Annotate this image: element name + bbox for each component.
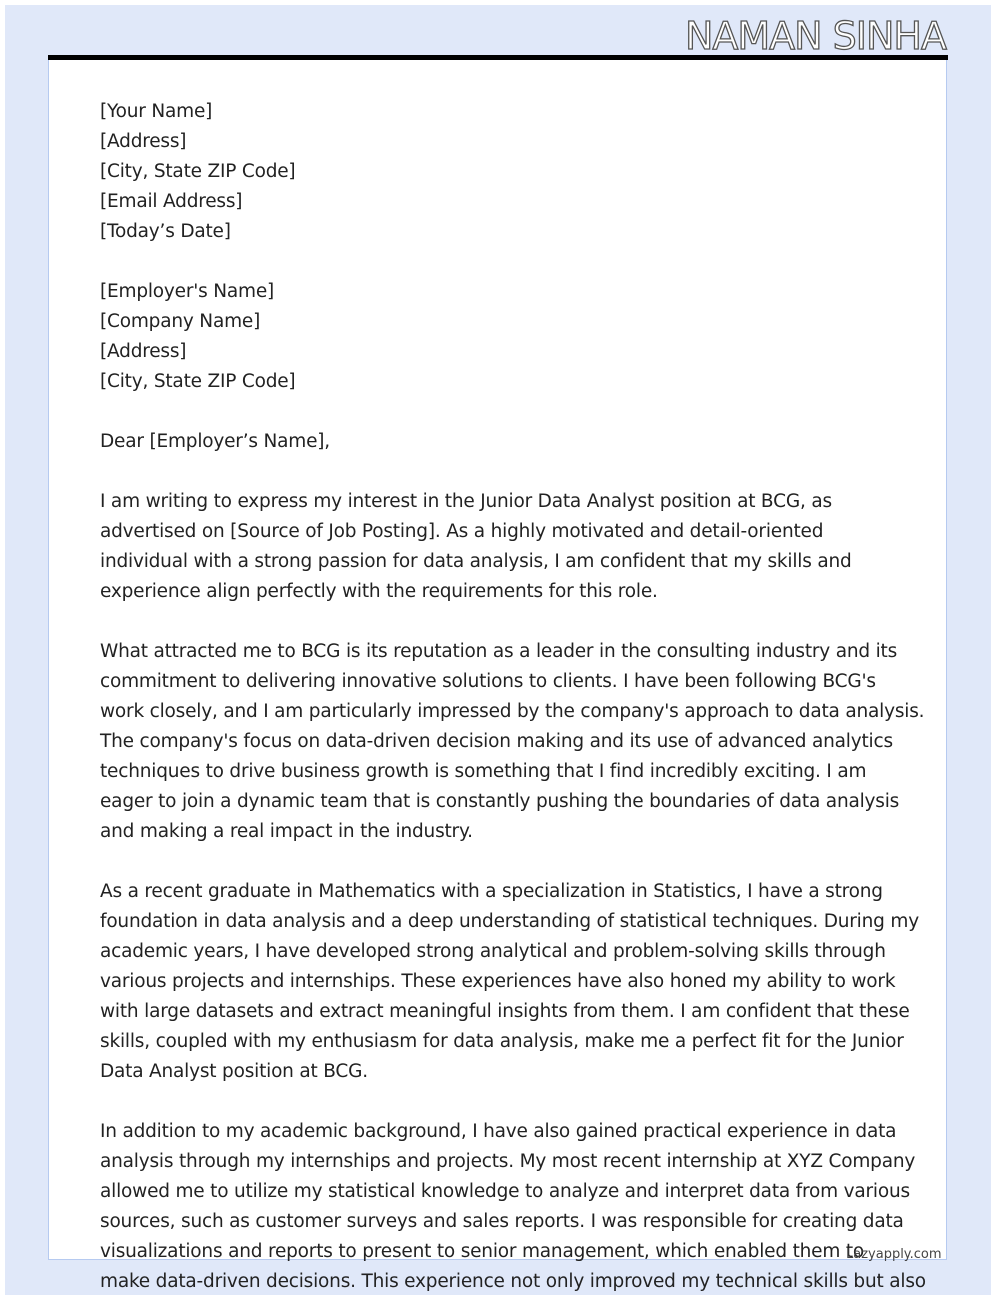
paragraph-line: techniques to drive business growth is something that I find incredibly exciting. I am <box>100 761 867 782</box>
watermark: Lazyapply.com <box>846 1247 942 1262</box>
paragraph-line: analysis through my internships and projects. My most recent internship at XYZ Company <box>100 1151 916 1172</box>
paragraph-line: The company's focus on data-driven decision making and its use of advanced analytics <box>100 731 893 752</box>
recipient-line: [Employer's Name] <box>100 281 275 302</box>
spacer <box>100 607 900 637</box>
sender-line: [Email Address] <box>100 191 243 212</box>
spacer <box>100 457 900 487</box>
paragraph-line: various projects and internships. These experiences have also honed my ability to work <box>100 971 896 992</box>
recipient-line: [Company Name] <box>100 311 261 332</box>
paragraph-line: individual with a strong passion for data analysis, I am confident that my skills and <box>100 551 852 572</box>
paragraph-line: foundation in data analysis and a deep understanding of statistical techniques. During my <box>100 911 919 932</box>
paragraph-line: experience align perfectly with the requirements for this role. <box>100 581 658 602</box>
spacer <box>100 1087 900 1117</box>
paragraph-line: eager to join a dynamic team that is constantly pushing the boundaries of data analysis <box>100 791 900 812</box>
salutation: Dear [Employer’s Name], <box>100 431 330 452</box>
paragraph-line: What attracted me to BCG is its reputation as a leader in the consulting industry and its <box>100 641 898 662</box>
paragraph-line: skills, coupled with my enthusiasm for data analysis, make me a perfect fit for the Junior <box>100 1031 904 1052</box>
recipient-line: [City, State ZIP Code] <box>100 371 296 392</box>
paragraph-line: commitment to delivering innovative solutions to clients. I have been following BCG's <box>100 671 876 692</box>
sender-line: [Your Name] <box>100 101 213 122</box>
letter-body <box>100 97 926 1297</box>
spacer <box>100 247 900 277</box>
paragraph-line: I am writing to express my interest in the Junior Data Analyst position at BCG, as <box>100 491 832 512</box>
recipient-line: [Address] <box>100 341 187 362</box>
paragraph-line: As a recent graduate in Mathematics with a specialization in Statistics, I have a strong <box>100 881 883 902</box>
header-name: NAMAN SINHA <box>684 14 946 58</box>
paragraph-line: work closely, and I am particularly impressed by the company's approach to data analysis. <box>100 701 925 722</box>
paragraph-line: Data Analyst position at BCG. <box>100 1061 368 1082</box>
sender-line: [City, State ZIP Code] <box>100 161 296 182</box>
sender-line: [Today’s Date] <box>100 221 231 242</box>
paragraph-line: allowed me to utilize my statistical knowledge to analyze and interpret data from various <box>100 1181 910 1202</box>
spacer <box>100 397 900 427</box>
paragraph-line: visualizations and reports to present to senior management, which enabled them to <box>100 1241 865 1262</box>
sender-line: [Address] <box>100 131 187 152</box>
paragraph-line: sources, such as customer surveys and sales reports. I was responsible for creating data <box>100 1211 904 1232</box>
paragraph-line: academic years, I have developed strong analytical and problem-solving skills through <box>100 941 886 962</box>
paragraph-line: advertised on [Source of Job Posting]. As a highly motivated and detail-oriented <box>100 521 824 542</box>
paragraph-line: In addition to my academic background, I have also gained practical experience in data <box>100 1121 897 1142</box>
paragraph-line: with large datasets and extract meaningful insights from them. I am confident that these <box>100 1001 910 1022</box>
paragraph-line: and making a real impact in the industry. <box>100 821 473 842</box>
spacer <box>100 847 900 877</box>
paragraph-line: make data-driven decisions. This experience not only improved my technical skills but also <box>100 1271 926 1292</box>
